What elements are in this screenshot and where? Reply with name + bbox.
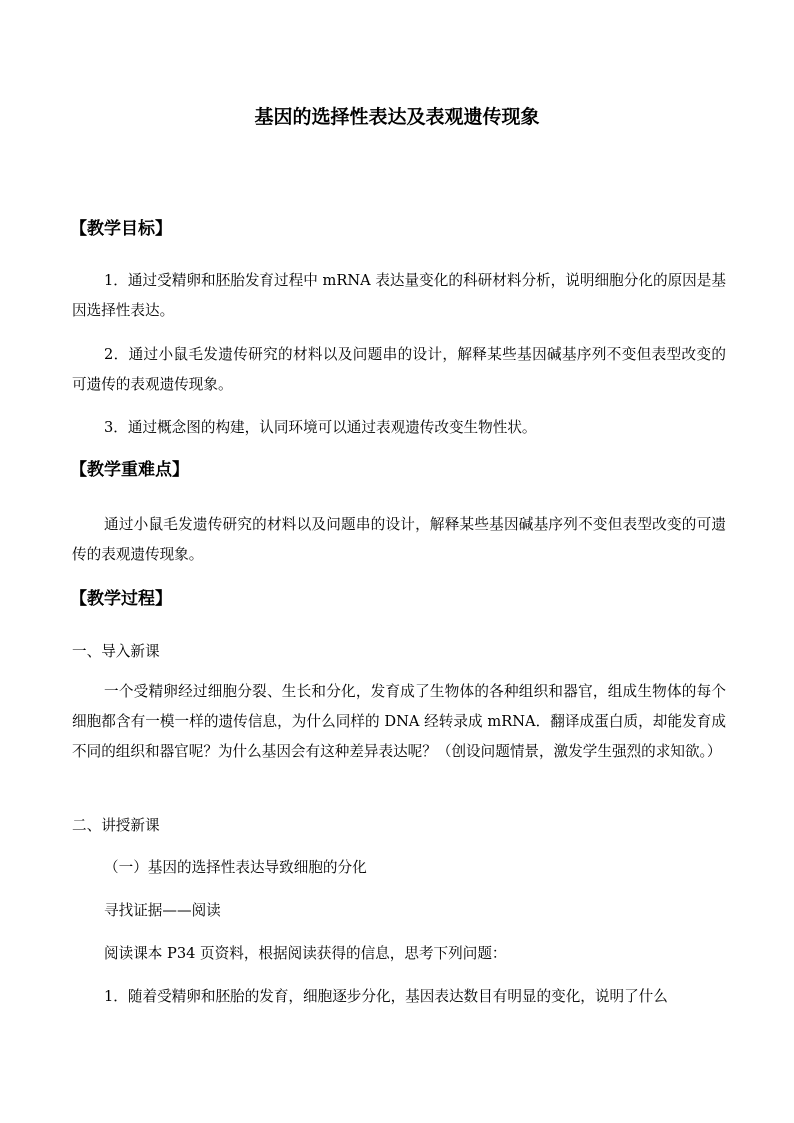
document-title: 基因的选择性表达及表观遗传现象	[254, 106, 540, 128]
question-1: 1．随着受精卵和胚胎的发育，细胞逐步分化，基因表达数目有明显的变化，说明了什么	[104, 988, 668, 1005]
key-points-text: 通过小鼠毛发遗传研究的材料以及问题串的设计，解释某些基因碱基序列不变但表型改变的可遗传的表观遗传现象。	[72, 516, 726, 563]
goal-item-3: 3．通过概念图的构建，认同环境可以通过表观遗传改变生物性状。	[104, 419, 537, 436]
reading-instruction: 阅读课本 P34 页资料，根据阅读获得的信息，思考下列问题：	[104, 945, 507, 962]
heading-teaching-process: 【教学过程】	[70, 589, 172, 609]
goal-item-2: 2．通过小鼠毛发遗传研究的材料以及问题串的设计，解释某些基因碱基序列不变但表型改变的可遗传的表观遗传现象。	[72, 346, 726, 393]
goal-item-1: 1．通过受精卵和胚胎发育过程中 mRNA 表达量变化的科研材料分析，说明细胞分化的原因是基因选择性表达。	[72, 272, 726, 319]
intro-text: 一个受精卵经过细胞分裂、生长和分化，发育成了生物体的各种组织和器官，组成生物体的每个细胞都含有一模一样的遗传信息，为什么同样的 DNA 经转录成 mRNA．翻译成蛋白质，却能发育成不同的组织和器官呢？为什么基因会有这种差异表达呢？（创设问题情景，激发学生强烈的求知欲。）	[72, 683, 726, 760]
heading-teaching-goals: 【教学目标】	[70, 219, 172, 239]
section-new-lesson-title: 二、讲授新课	[72, 817, 160, 834]
evidence-reading: 寻找证据——阅读	[104, 902, 221, 919]
subsection-title: （一）基因的选择性表达导致细胞的分化	[104, 859, 367, 876]
section-intro-title: 一、导入新课	[72, 643, 160, 660]
heading-key-points: 【教学重难点】	[70, 460, 189, 480]
